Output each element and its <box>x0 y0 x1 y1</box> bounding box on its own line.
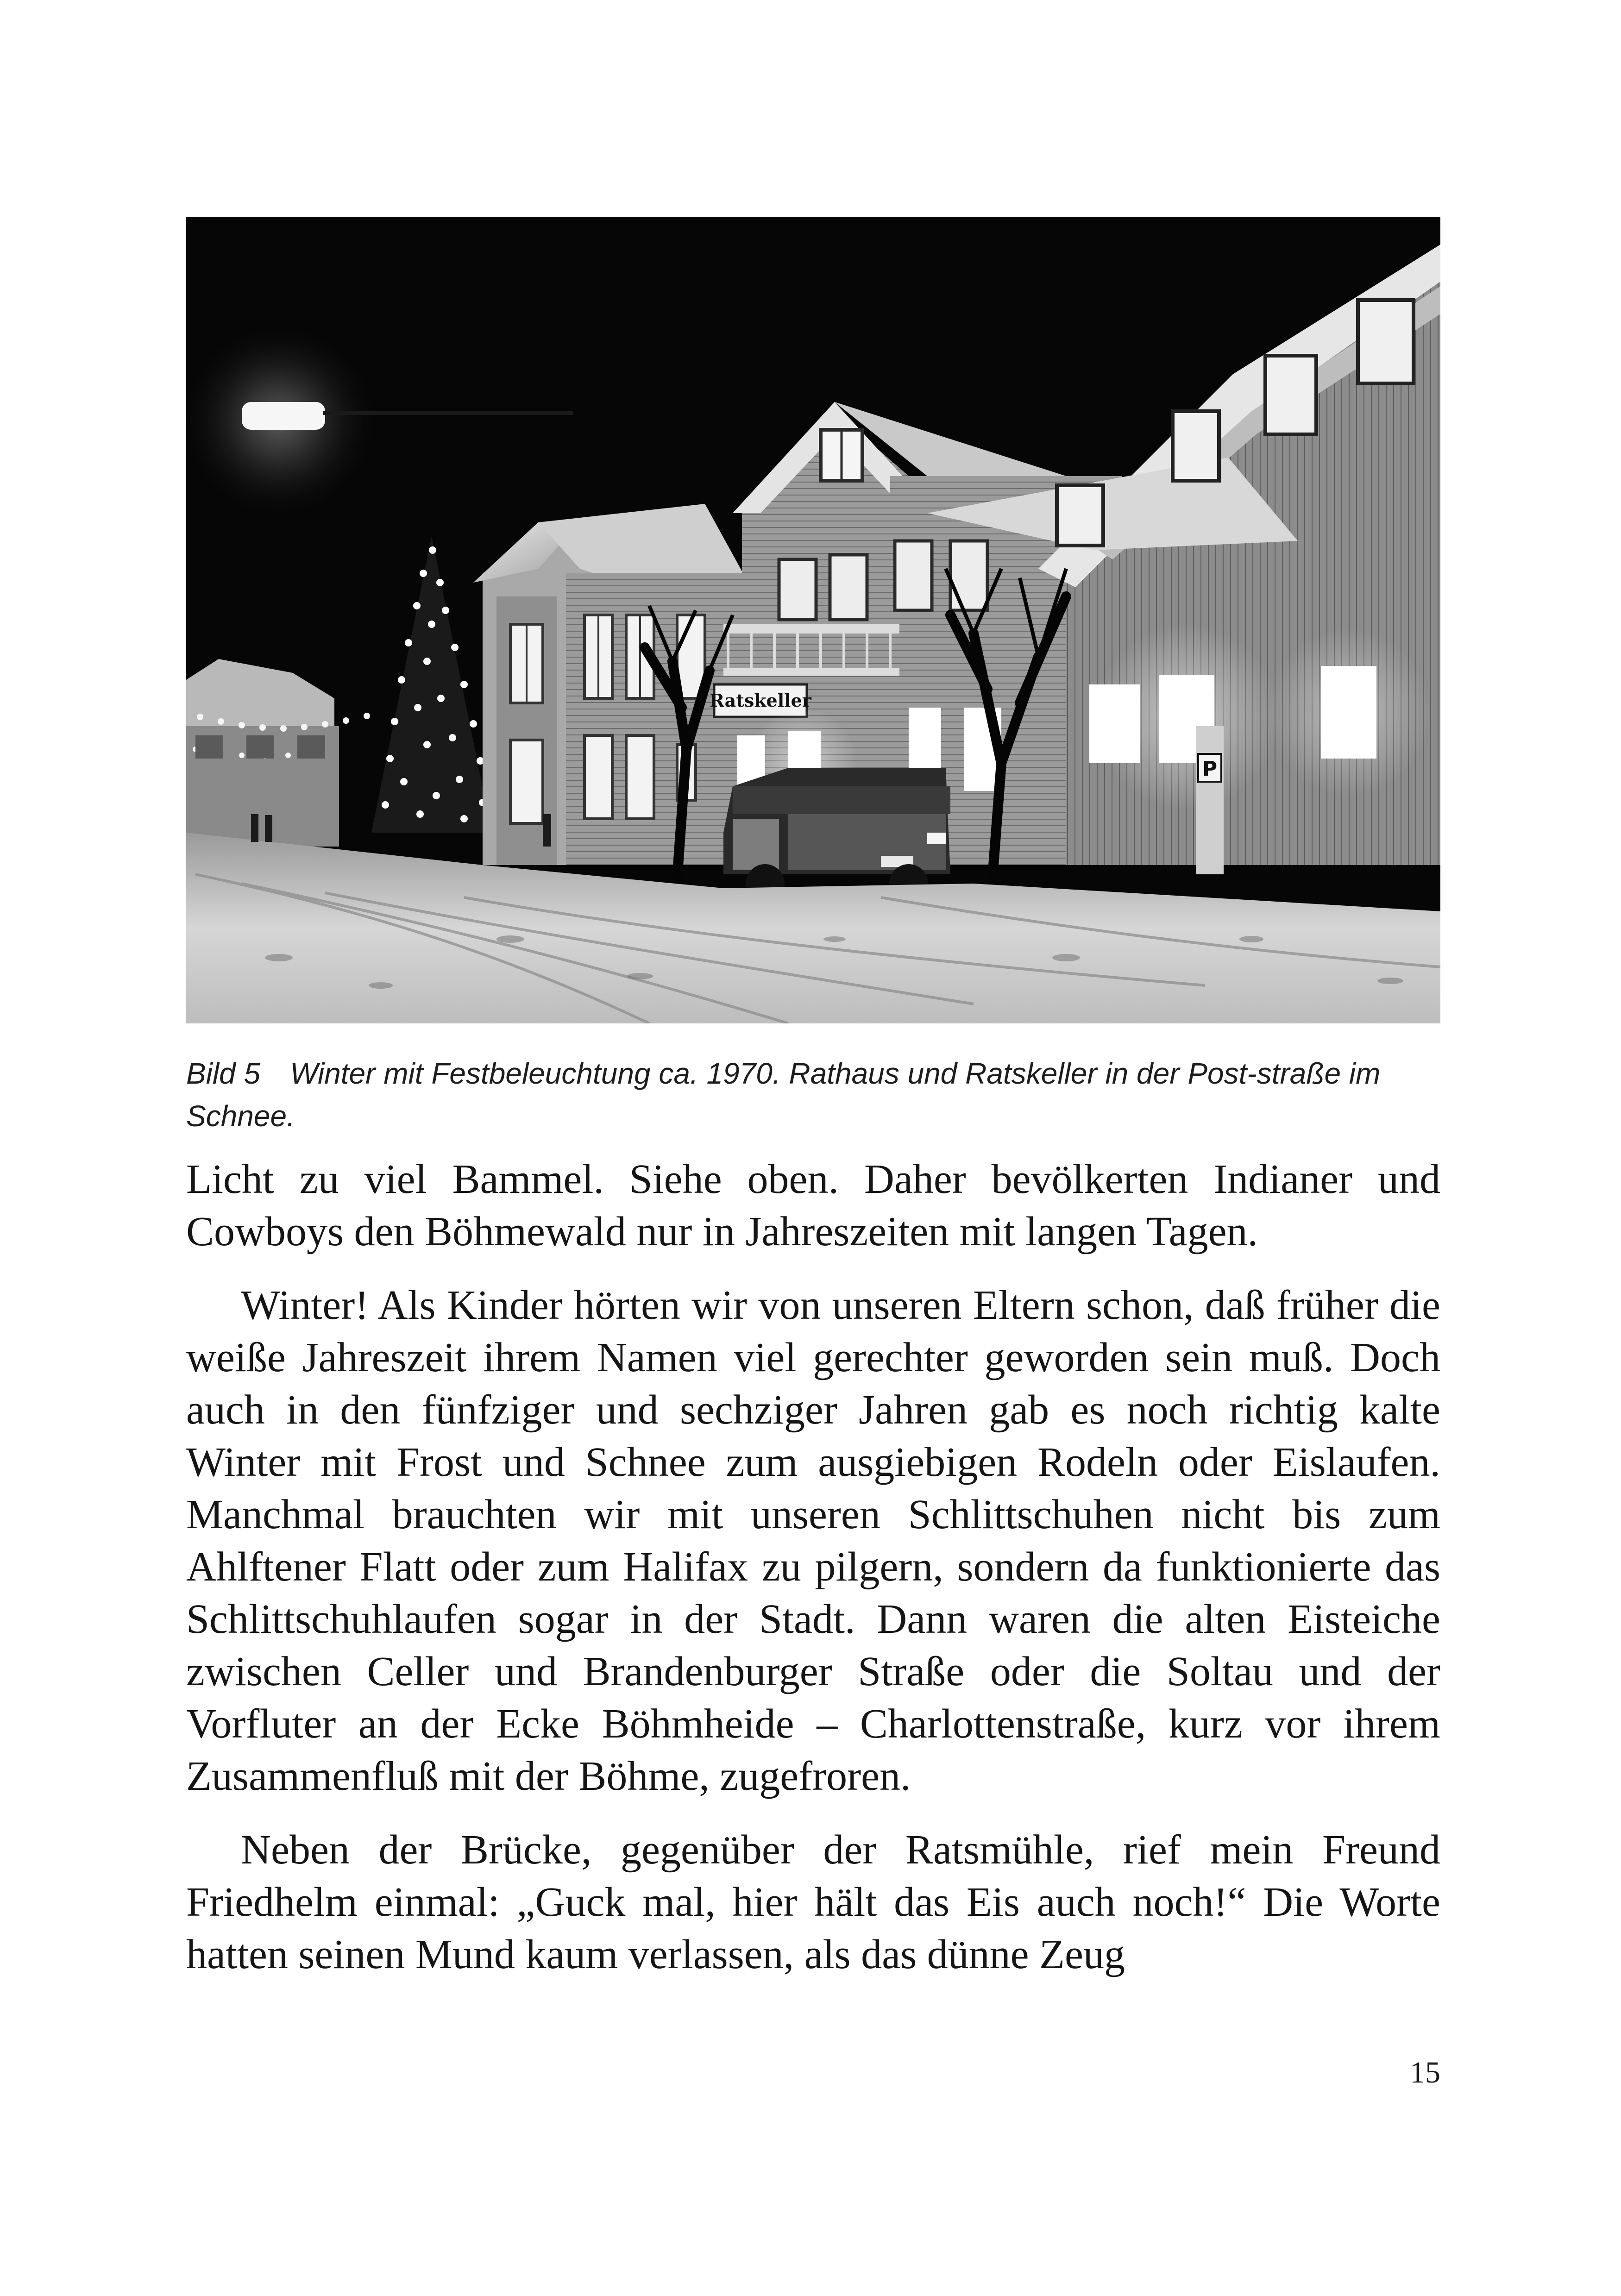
paragraph: Winter! Als Kinder hörten wir von unseren Eltern schon, daß früher die weiße Jahreszeit ihrem Namen viel gerechter geworden sein muß. Doch auch in den fünfziger und sechziger Jahren gab es noch richtig kalte Winter mit Frost und Schnee zum ausgiebigen Rodeln oder Eislaufen. Manchmal brauchten wir mit unseren Schlittschuhen nicht bis zum Ahlftener Flatt oder zum Halifax zu pilgern, sondern da funktionierte das Schlittschuhlaufen sogar in der Stadt. Dann waren die alten Eisteiche zwischen Celler und Brandenburger Straße oder die Soltau und der Vorfluter an der Ecke Böhmheide – Charlottenstraße, kurz vor ihrem Zusammenfluß mit der Böhme, zugefroren. <box>186 1282 1440 1799</box>
body-text <box>186 1153 1440 2002</box>
figure-caption <box>186 1052 1440 1137</box>
ratskeller-sign-text: Ratskeller <box>710 690 811 711</box>
photo-winter-street <box>186 217 1440 1023</box>
page-number: 15 <box>1410 2056 1440 2089</box>
figure-label: Bild 5 <box>186 1057 261 1090</box>
paragraph: Neben der Brücke, gegenüber der Ratsmühle, rief mein Freund Friedhelm einmal: „Guck mal, hier hält das Eis auch noch!“ Die Worte hatten seinen Mund kaum verlassen, als das dünne Zeug <box>186 1827 1440 1977</box>
paragraph: Licht zu viel Bammel. Siehe oben. Daher bevölkerten Indianer und Cowboys den Böhmewald nur in Jahreszeiten mit langen Tagen. <box>186 1156 1440 1255</box>
figure-caption-text: Winter mit Festbeleuchtung ca. 1970. Rathaus und Ratskeller in der Post-straße im Schnee. <box>186 1057 1381 1133</box>
parking-sign-text: P <box>1202 757 1218 781</box>
